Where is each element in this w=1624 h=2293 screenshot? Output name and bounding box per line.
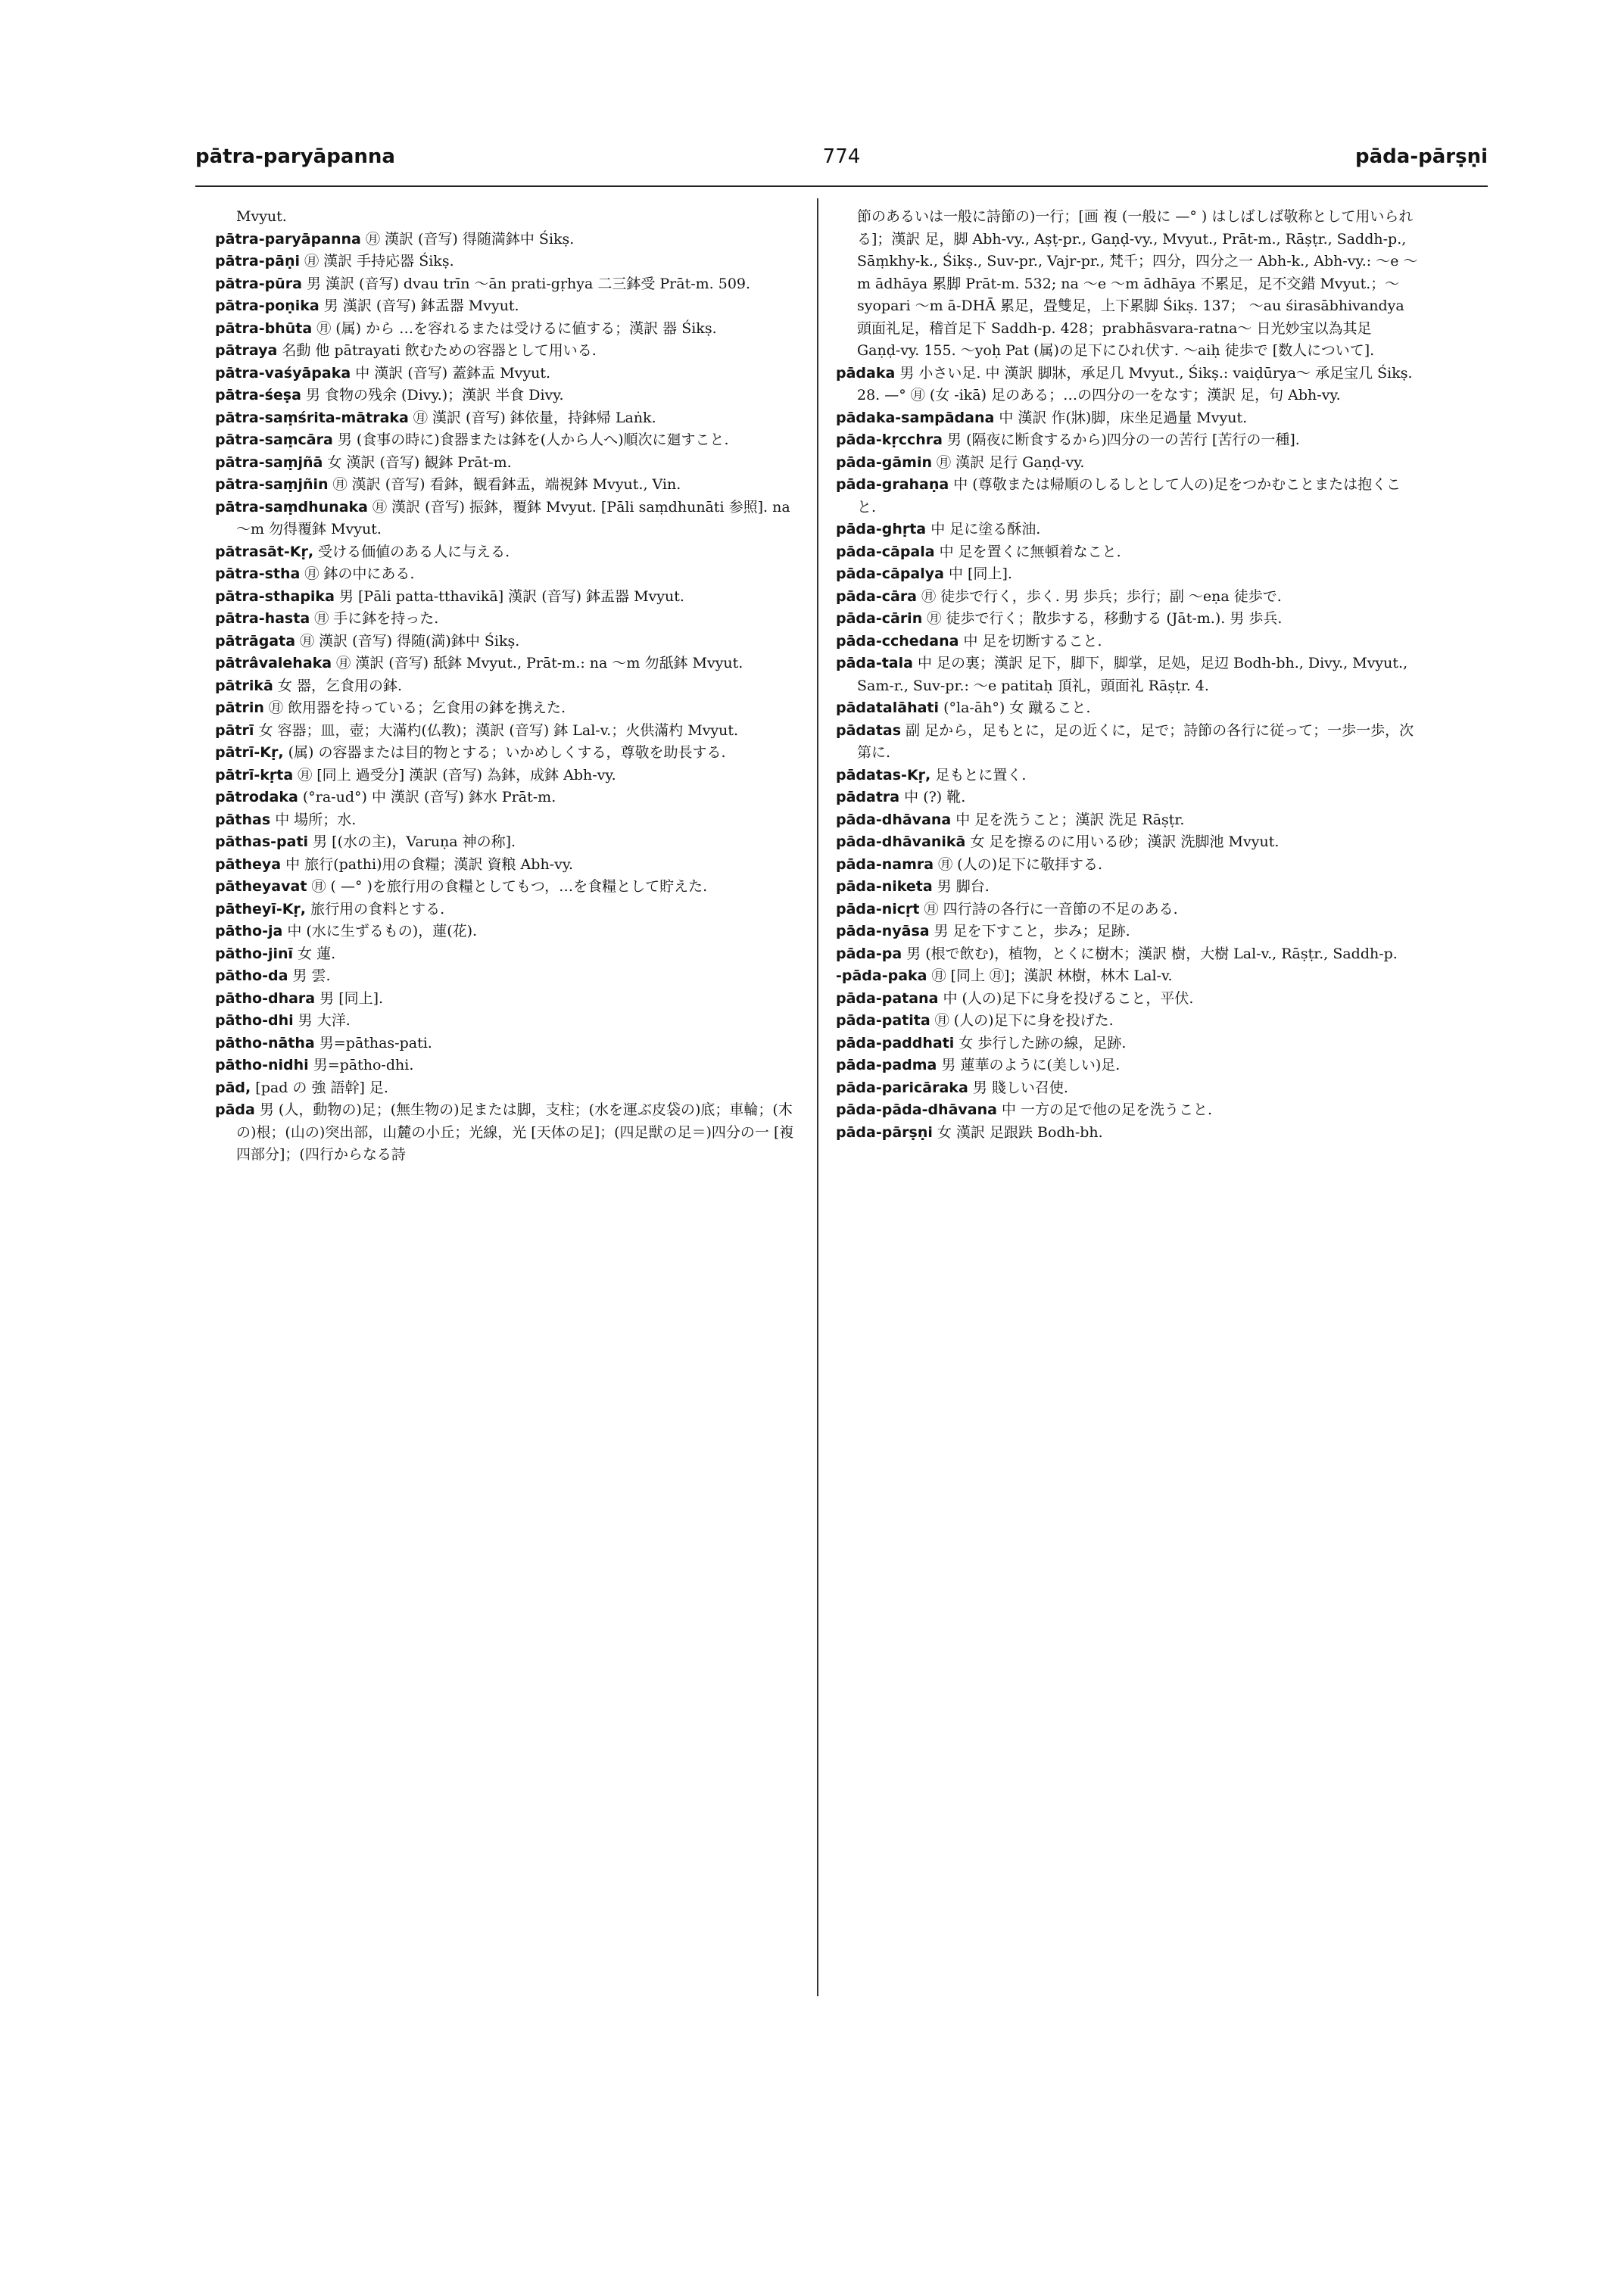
entry-definition: 副 足から，足もとに，足の近くに，足で；詩節の各行に従って；一歩一歩，次第に. [857,721,1414,761]
entry-headword: pāda-patana [836,989,939,1007]
dictionary-entry [215,1010,798,1033]
entry-definition: 男=pātho-dhi. [313,1057,414,1073]
entry-definition: 男 [(水の主)，Varuṇa 神の称]. [313,833,516,850]
dictionary-entry [836,1077,1419,1100]
entry-headword: pātrasāt-Kṛ, [215,543,314,560]
entry-definition: (°ra-ud°) 中 漢訳 (音写) 鉢水 Prāt-m. [302,789,556,805]
entry-definition: 男 大洋. [298,1012,351,1029]
entry-headword: pātra-saṃdhunaka [215,498,368,516]
entry-headword: pātra-vaśyāpaka [215,364,351,382]
entry-headword: pātra-pūra [215,275,302,292]
entry-definition: ㊊ 漢訳 (音写) 鉢依量，持鉢帰 Laṅk. [413,409,656,426]
entry-headword: pāda-pāda-dhāvana [836,1101,997,1118]
entry-definition: 女 容器；皿，壺；大滿杓(仏教)；漢訳 (音写) 鉢 Lal-v.；火供滿杓 Mvyut. [258,721,739,739]
entry-definition: 中 一方の足で他の足を洗うこと. [1002,1101,1213,1118]
entry-headword: pād, [215,1079,251,1096]
dictionary-entry [215,295,798,318]
running-head-left: pātra-paryāpanna [195,145,395,168]
entry-definition: ㊊ [同上 過受分] 漢訳 (音写) 為鉢，成鉢 Abh-vy. [298,766,616,784]
entry-headword: pātra-saṃjñā [215,453,323,471]
entry-definition: ㊊ 手に鉢を持った. [314,610,439,627]
entry-definition: 男 脚台. [937,878,990,895]
entry-definition: 中 (人の)足下に身を投げること，平伏. [943,989,1194,1007]
dictionary-entry [836,765,1419,787]
dictionary-entry [836,452,1419,475]
entry-definition: 中 足を切断すること. [963,632,1102,650]
entry-definition: 男 蓮華のように(美しい)足. [941,1057,1121,1073]
dictionary-entry [215,675,798,698]
entry-headword: pāda-cāra [836,587,918,605]
entry-definition: ㊊ 徒歩で行く，歩く. 男 歩兵；歩行；副 ～eṇa 徒歩で. [921,587,1282,605]
entry-headword: pātra-bhūta [215,319,313,337]
dictionary-entry [836,586,1419,609]
entry-definition: 中 漢訳 (音写) 蓋鉢盂 Mvyut. [355,364,551,382]
entry-headword: pātra-saṃśrita-mātraka [215,409,409,426]
entry-headword: pāthas-pati [215,833,309,850]
entry-headword: pādatas-Kṛ, [836,766,931,784]
entry-definition: 中 (尊敬または帰順のしるしとして人の)足をつかむことまたは抱くこと. [857,476,1401,516]
entry-definition: 中 (水に生ずるもの)，蓮(花). [287,923,478,939]
entry-definition: 男 [同上]. [320,989,384,1007]
entry-headword: pātrodaka [215,789,298,805]
entry-definition: 男 (隔夜に断食するから)四分の一の苦行 [苦行の一種]. [947,431,1300,448]
dictionary-entry [836,988,1419,1011]
dictionary-entry [836,653,1419,697]
entry-headword: pāda-dhāvana [836,811,952,828]
dictionary-entry [836,1122,1419,1145]
dictionary-entry [215,429,798,452]
entry-headword: pāda-padma [836,1057,937,1073]
entry-definition: 女 漢訳 (音写) 観鉢 Prāt-m. [327,453,512,471]
dictionary-entry [836,921,1419,943]
entry-headword: pātho-dhara [215,989,316,1007]
entry-headword: pāda-pa [836,945,902,962]
dictionary-entry [836,1010,1419,1033]
entry-headword: pāda-cāpala [836,543,935,560]
entry-definition: 名動 他 pātrayati 飲むための容器として用いる. [282,342,597,359]
dictionary-entry [215,899,798,921]
entry-headword: pāda-paricāraka [836,1079,968,1096]
dictionary-entry [215,631,798,653]
dictionary-entry [215,1077,798,1100]
entry-definition: 男 (人，動物の)足；(無生物の)足または脚，支柱；(水を運ぶ皮袋の)底；車輪；(木の)根；(山の)突出部，山麓の小丘；光線，光 [天体の足]；(四足獣の足＝)四分の一 [複 四部分]；(四行からなる詩 [236,1101,794,1163]
entry-headword: pātra-paryāpanna [215,230,361,248]
dictionary-entry [215,273,798,296]
dictionary-entry [836,1033,1419,1055]
dictionary-entry [215,697,798,720]
dictionary-entry [215,943,798,966]
dictionary-entry [215,965,798,988]
entry-headword: pātrī [215,721,254,739]
dictionary-entry [215,541,798,564]
dictionary-entry [836,563,1419,586]
dictionary-entry [836,608,1419,631]
entry-headword: pātrī-kṛta [215,766,294,784]
dictionary-entry [215,608,798,631]
dictionary-entry [836,631,1419,653]
entry-headword: pāda-paddhati [836,1034,955,1051]
dictionary-entry [215,720,798,743]
entry-headword: pāda-patita [836,1012,930,1029]
entry-definition: 男 小さい足. 中 漢訳 脚牀，承足几 Mvyut., Śikṣ.: vaiḍūrya～ 承足宝几 Śikṣ. 28. —° ㊊ (女 -ikā) 足のある；…の四分の一をなす；漢訳 足，句 Abh-vy. [857,364,1413,403]
entry-headword: pātho-ja [215,923,283,939]
entry-headword: pātheyī-Kṛ, [215,900,307,918]
column-divider [817,198,818,1996]
entry-headword: pātho-nidhi [215,1057,309,1073]
right-column [836,206,1419,1144]
entry-headword: pātrāgata [215,632,296,650]
dictionary-entry [836,831,1419,854]
entry-definition: (°la-āh°) 女 蹴ること. [943,699,1091,716]
entry-headword: pādatalāhati [836,699,940,716]
entry-headword: pāda-namra [836,855,934,873]
dictionary-entry [836,519,1419,541]
entry-definition: 女 器，乞食用の鉢. [277,677,402,694]
entry-headword: pātheyavat [215,878,307,895]
dictionary-entry [215,318,798,341]
entry-definition: ㊊ 漢訳 (音写) 得随満鉢中 Śikṣ. [365,230,575,248]
entry-definition: 受ける価値のある人に与える. [318,543,510,560]
dictionary-entry [215,854,798,877]
entry-definition: ㊊ 四行詩の各行に一音節の不足のある. [924,900,1178,918]
entry-headword: pāda [215,1101,255,1118]
dictionary-entry [836,474,1419,519]
entry-definition: ㊊ 漢訳 (音写) 舐鉢 Mvyut., Prāt-m.: na ～m 勿舐鉢 Mvyut. [336,655,743,671]
entry-definition: ㊊ (人の)足下に身を投げた. [934,1012,1114,1029]
entry-headword: pāda-niketa [836,878,933,895]
entry-definition: 男 漢訳 (音写) dvau trīn ～ān prati-gṛhya 二三鉢受 Prāt-m. 509. [306,275,751,292]
dictionary-entry [215,653,798,675]
entry-definition: ㊊ 飲用器を持っている；乞食用の鉢を携えた. [268,699,566,716]
dictionary-entry [836,407,1419,430]
left-column [215,206,798,1167]
dictionary-entry [836,965,1419,988]
entry-definition: 男 漢訳 (音写) 鉢盂器 Mvyut. [323,298,519,314]
dictionary-entry [215,765,798,787]
entry-headword: pāda-kṛcchra [836,431,943,448]
dictionary-entry [836,1055,1419,1077]
entry-definition: ㊊ 漢訳 (音写) 看鉢，観看鉢盂，端視鉢 Mvyut., Vin. [332,476,681,493]
entry-definition: 中 足に塗る酥油. [930,521,1041,537]
dictionary-entry [215,831,798,854]
entry-definition: 女 足を擦るのに用いる砂；漢訳 洗脚池 Mvyut. [970,833,1280,850]
entry-headword: pātho-jinī [215,945,294,962]
entry-definition: ㊊ (属) から …を容れるまたは受けるに値する；漢訳 器 Śikṣ. [316,319,717,337]
dictionary-entry [215,385,798,407]
entry-headword: pādaka [836,364,896,382]
dictionary-entry [215,586,798,609]
entry-headword: pātrin [215,699,264,716]
dictionary-entry [836,720,1419,765]
page-header [195,145,1488,180]
entry-headword: pāthas [215,811,271,828]
entry-headword: pātra-sthapika [215,587,335,605]
entry-definition: 中 [同上]. [949,565,1012,582]
entry-headword: pāda-nicṛt [836,900,920,918]
entry-definition: ㊊ 徒歩で行く；散歩する，移動する (Jāt-m.). 男 歩兵. [927,610,1283,627]
entry-headword: pātra-stha [215,565,301,582]
dictionary-entry [836,363,1419,407]
entry-definition: 旅行用の食料とする. [310,900,445,918]
entry-headword: pāda-dhāvanikā [836,833,966,850]
entry-headword: pātra-poṇika [215,298,320,314]
dictionary-entry [215,876,798,899]
entry-definition: 男 (根で飲む)，植物，とくに樹木；漢訳 樹，大樹 Lal-v., Rāṣṭr., Saddh-p. [906,945,1398,962]
entry-headword: pāda-ghṛta [836,521,927,537]
dictionary-entry [836,876,1419,899]
entry-definition: 男 (食事の時に)食器または鉢を(人から人へ)順次に廻すこと. [337,431,729,448]
entry-definition: ㊊ (人の)足下に敬拝する. [938,855,1103,873]
dictionary-entry [836,787,1419,809]
entry-definition: 男 足を下すこと，歩み；足跡. [934,923,1130,939]
entry-headword: pātra-śeṣa [215,387,301,403]
entry-definition: 男 食物の残余 (Divy.)；漢訳 半食 Divy. [305,387,564,403]
dictionary-entry [215,497,798,541]
entry-definition: 中 場所；水. [275,811,357,828]
dictionary-entry [215,742,798,765]
dictionary-entry [215,1033,798,1055]
dictionary-entry [215,229,798,251]
entry-definition: 中 (?) 靴. [904,789,966,805]
dictionary-entry [215,251,798,273]
entry-definition: 男 雲. [292,967,331,984]
dictionary-entry [215,563,798,586]
dictionary-entry [215,363,798,385]
entry-headword: pātra-saṃjñin [215,476,329,493]
entry-definition: 中 足の裏；漢訳 足下，脚下，脚掌，足処，足辺 Bodh-bh., Divy., Mvyut., Sam-r., Suv-pr.: ～e patitaḥ 頂礼，頭面礼 Rāṣṭr. 4. [857,655,1408,694]
entry-definition: ㊊ 漢訳 手持応器 Śikṣ. [304,253,454,269]
entry-headword: pātho-da [215,967,288,984]
entry-definition: 女 歩行した跡の線，足跡. [959,1034,1127,1051]
entry-definition: ㊊ [同上 ㊊]；漢訳 林樹，林木 Lal-v. [931,967,1173,984]
entry-headword: pādaka-sampādana [836,409,995,426]
entry-definition: ㊊ 鉢の中にある. [304,565,415,582]
entry-headword: pāda-cārin [836,610,923,627]
dictionary-entry [836,943,1419,966]
dictionary-entry [836,541,1419,564]
entry-definition: 足もとに置く. [935,766,1027,784]
entry-headword: pāda-tala [836,655,913,671]
entry-definition: 中 足を洗うこと；漢訳 洗足 Rāṣṭr. [955,811,1185,828]
entry-definition: 男=pāthas-pati. [319,1034,432,1051]
page-number: 774 [822,145,861,168]
entry-headword: pāda-pārṣṇi [836,1123,933,1141]
dictionary-entry [836,1099,1419,1122]
entry-headword: pātrâvalehaka [215,655,332,671]
entry-headword: pātra-pāṇi [215,253,301,269]
dictionary-entry [836,697,1419,720]
entry-headword: pādatas [836,721,902,739]
entry-headword: pāda-cāpalya [836,565,944,582]
dictionary-entry [215,809,798,832]
dictionary-entry [215,474,798,497]
entry-definition: ㊊ ( —° )を旅行用の食糧としてもつ，…を食糧として貯えた. [311,878,708,895]
entry-definition: Mvyut. [236,208,287,225]
entry-definition: 男 賤しい召使. [972,1079,1068,1096]
dictionary-entry [215,452,798,475]
entry-definition: ㊊ 漢訳 (音写) 振鉢，覆鉢 Mvyut. [Pāli saṃdhunāti 参照]. na ～m 勿得覆鉢 Mvyut. [236,498,790,537]
entry-definition: 中 足を置くに無頓着なこと. [939,543,1121,560]
entry-headword: pādatra [836,789,900,805]
dictionary-entry [215,921,798,943]
entry-definition: 節のあるいは一般に詩節の)一行；[画 複 (一般に —° ) はしばしば敬称として用いられる]；漢訳 足，脚 Abh-vy., Aṣṭ-pr., Gaṇḍ-vy., Mvyut., Prāt-m., Rāṣṭr., Saddh-p., Sāṃkhy-k., Śikṣ., Suv-pr., Vajr-pr., 梵千；四分，四分之一 Abh-k., Abh-vy.: ～e ～m ādhāya 累脚 Prāt-m. 532; na ～e ～m ādhāya 不累足，足不交錯 Mvyut.；～syopari ～m ā-DHĀ 累足，畳雙足，上下累脚 Śikṣ. 137； ～au śirasābhivandya 頭面礼足，稽首足下 Saddh-p. 428；prabhāsvara-ratna～ 日光妙宝以為其足 Gaṇḍ-vy. 155. ～yoḥ Pat (属)の足下にひれ伏す. ～aiḥ 徒歩で [数人について]. [857,208,1418,359]
entry-definition: ㊊ 漢訳 (音写) 得随(満)鉢中 Śikṣ. [300,632,520,650]
entry-headword: pāda-nyāsa [836,923,930,939]
entry-definition: ㊊ 漢訳 足行 Gaṇḍ-vy. [937,453,1085,471]
entry-headword: pātraya [215,342,278,359]
entry-headword: pāda-grahaṇa [836,476,949,493]
dictionary-entry [836,206,1419,363]
dictionary-entry [836,899,1419,921]
dictionary-entry [215,407,798,430]
entry-definition: 女 蓮. [298,945,336,962]
entry-headword: pātho-dhi [215,1012,294,1029]
entry-definition: 男 [Pāli patta-tthavikā] 漢訳 (音写) 鉢盂器 Mvyut. [338,587,684,605]
dictionary-entry [215,1099,798,1167]
entry-headword: pātra-saṃcāra [215,431,333,448]
entry-definition: 中 旅行(pathi)用の食糧；漢訳 資粮 Abh-vy. [285,855,574,873]
entry-headword: pātheya [215,855,282,873]
dictionary-entry [215,340,798,363]
entry-headword: pātra-hasta [215,610,310,627]
entry-headword: pātrī-Kṛ, [215,744,284,761]
dictionary-entry [836,854,1419,877]
dictionary-entry [215,206,798,229]
entry-headword: pāda-cchedana [836,632,959,650]
dictionary-entry [215,988,798,1011]
entry-definition: 中 漢訳 作(牀)脚，床坐足過量 Mvyut. [999,409,1248,426]
header-rule [195,185,1488,187]
entry-definition: [pad の 強 語幹] 足. [255,1079,388,1096]
running-head-right: pāda-pārṣṇi [1355,145,1488,168]
dictionary-entry [215,787,798,809]
dictionary-entry [215,1055,798,1077]
entry-headword: pātho-nātha [215,1034,315,1051]
entry-definition: 女 漢訳 足跟趺 Bodh-bh. [937,1123,1103,1141]
entry-headword: -pāda-paka [836,967,927,984]
entry-headword: pāda-gāmin [836,453,932,471]
dictionary-entry [836,809,1419,832]
entry-definition: (属) の容器または目的物とする；いかめしくする，尊敬を助長する. [288,744,726,761]
entry-headword: pātrikā [215,677,273,694]
dictionary-entry [836,429,1419,452]
